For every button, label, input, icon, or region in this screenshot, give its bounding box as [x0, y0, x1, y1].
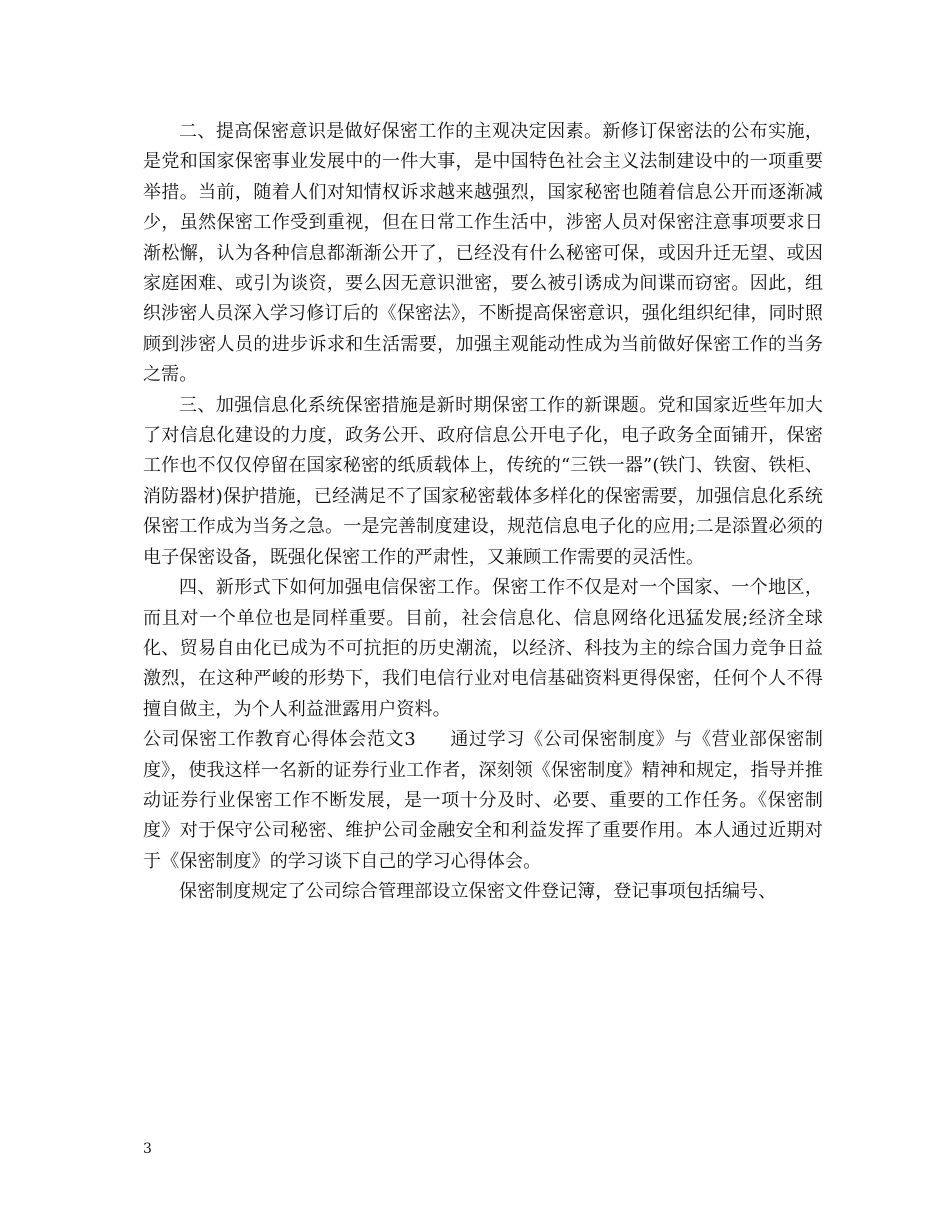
paragraph-registry: 保密制度规定了公司综合管理部设立保密文件登记簿，登记事项包括编号、	[179, 881, 777, 903]
paragraph-awareness: 二、提高保密意识是做好保密工作的主观决定因素。新修订保密法的公布实施，是党和国家保密事业发展中的一件大事，是中国特色社会主义法制建设中的一项重要举措。当前，随着人们对知情权诉求越来越强烈，国家秘密也随着信息公开而逐渐减少，虽然保密工作受到重视，但在日常工作生活中，涉密人员对保密注意事项要求日渐松懈，认为各种信息都渐渐公开了，已经没有什么秘密可保，或因升迁无望、或因家庭困难、或引为谈资，要么因无意识泄密，要么被引诱成为间谍而窃密。因此，组织涉密人员深入学习修订后的《保密法》，不断提高保密意识，强化组织纪律，同时照顾到涉密人员的进步诉求和生活需要，加强主观能动性成为当前做好保密工作的当务之需。	[143, 121, 823, 386]
sample-body: 通过学习《公司保密制度》与《营业部保密制度》，使我这样一名新的证券行业工作者，深刻领《保密制度》精神和规定，指导并推动证券行业保密工作不断发展，是一项十分及时、必要、重要的工作任务。《保密制度》对于保守公司秘密、维护公司金融安全和利益发挥了重要作用。本人通过近期对于《保密制度》的学习谈下自己的学习心得体会。	[143, 729, 823, 872]
paragraph-information-system: 三、加强信息化系统保密措施是新时期保密工作的新课题。党和国家近些年加大了对信息化建设的力度，政务公开、政府信息公开电子化，电子政务全面铺开，保密工作也不仅仅停留在国家秘密的纸质载体上，传统的“三铁一器”(铁门、铁窗、铁柜、消防器材)保护措施，已经满足不了国家秘密载体多样化的保密需要，加强信息化系统保密工作成为当务之急。一是完善制度建设，规范信息电子化的应用;二是添置必须的电子保密设备，既强化保密工作的严肃性，又兼顾工作需要的灵活性。	[143, 394, 823, 568]
paragraph-sample-three	[143, 725, 823, 877]
document-body	[143, 117, 823, 908]
paragraph-telecom: 四、新形式下如何加强电信保密工作。保密工作不仅是对一个国家、一个地区，而且对一个单位也是同样重要。目前，社会信息化、信息网络化迅猛发展;经济全球化、贸易自由化已成为不可抗拒的历史潮流，以经济、科技为主的综合国力竞争日益激烈，在这种严峻的形势下，我们电信行业对电信基础资料更得保密，任何个人不得擅自做主，为个人利益泄露用户资料。	[143, 577, 823, 720]
sample-title: 公司保密工作教育心得体会范文3	[143, 729, 416, 751]
page-number: 3	[143, 1141, 152, 1157]
